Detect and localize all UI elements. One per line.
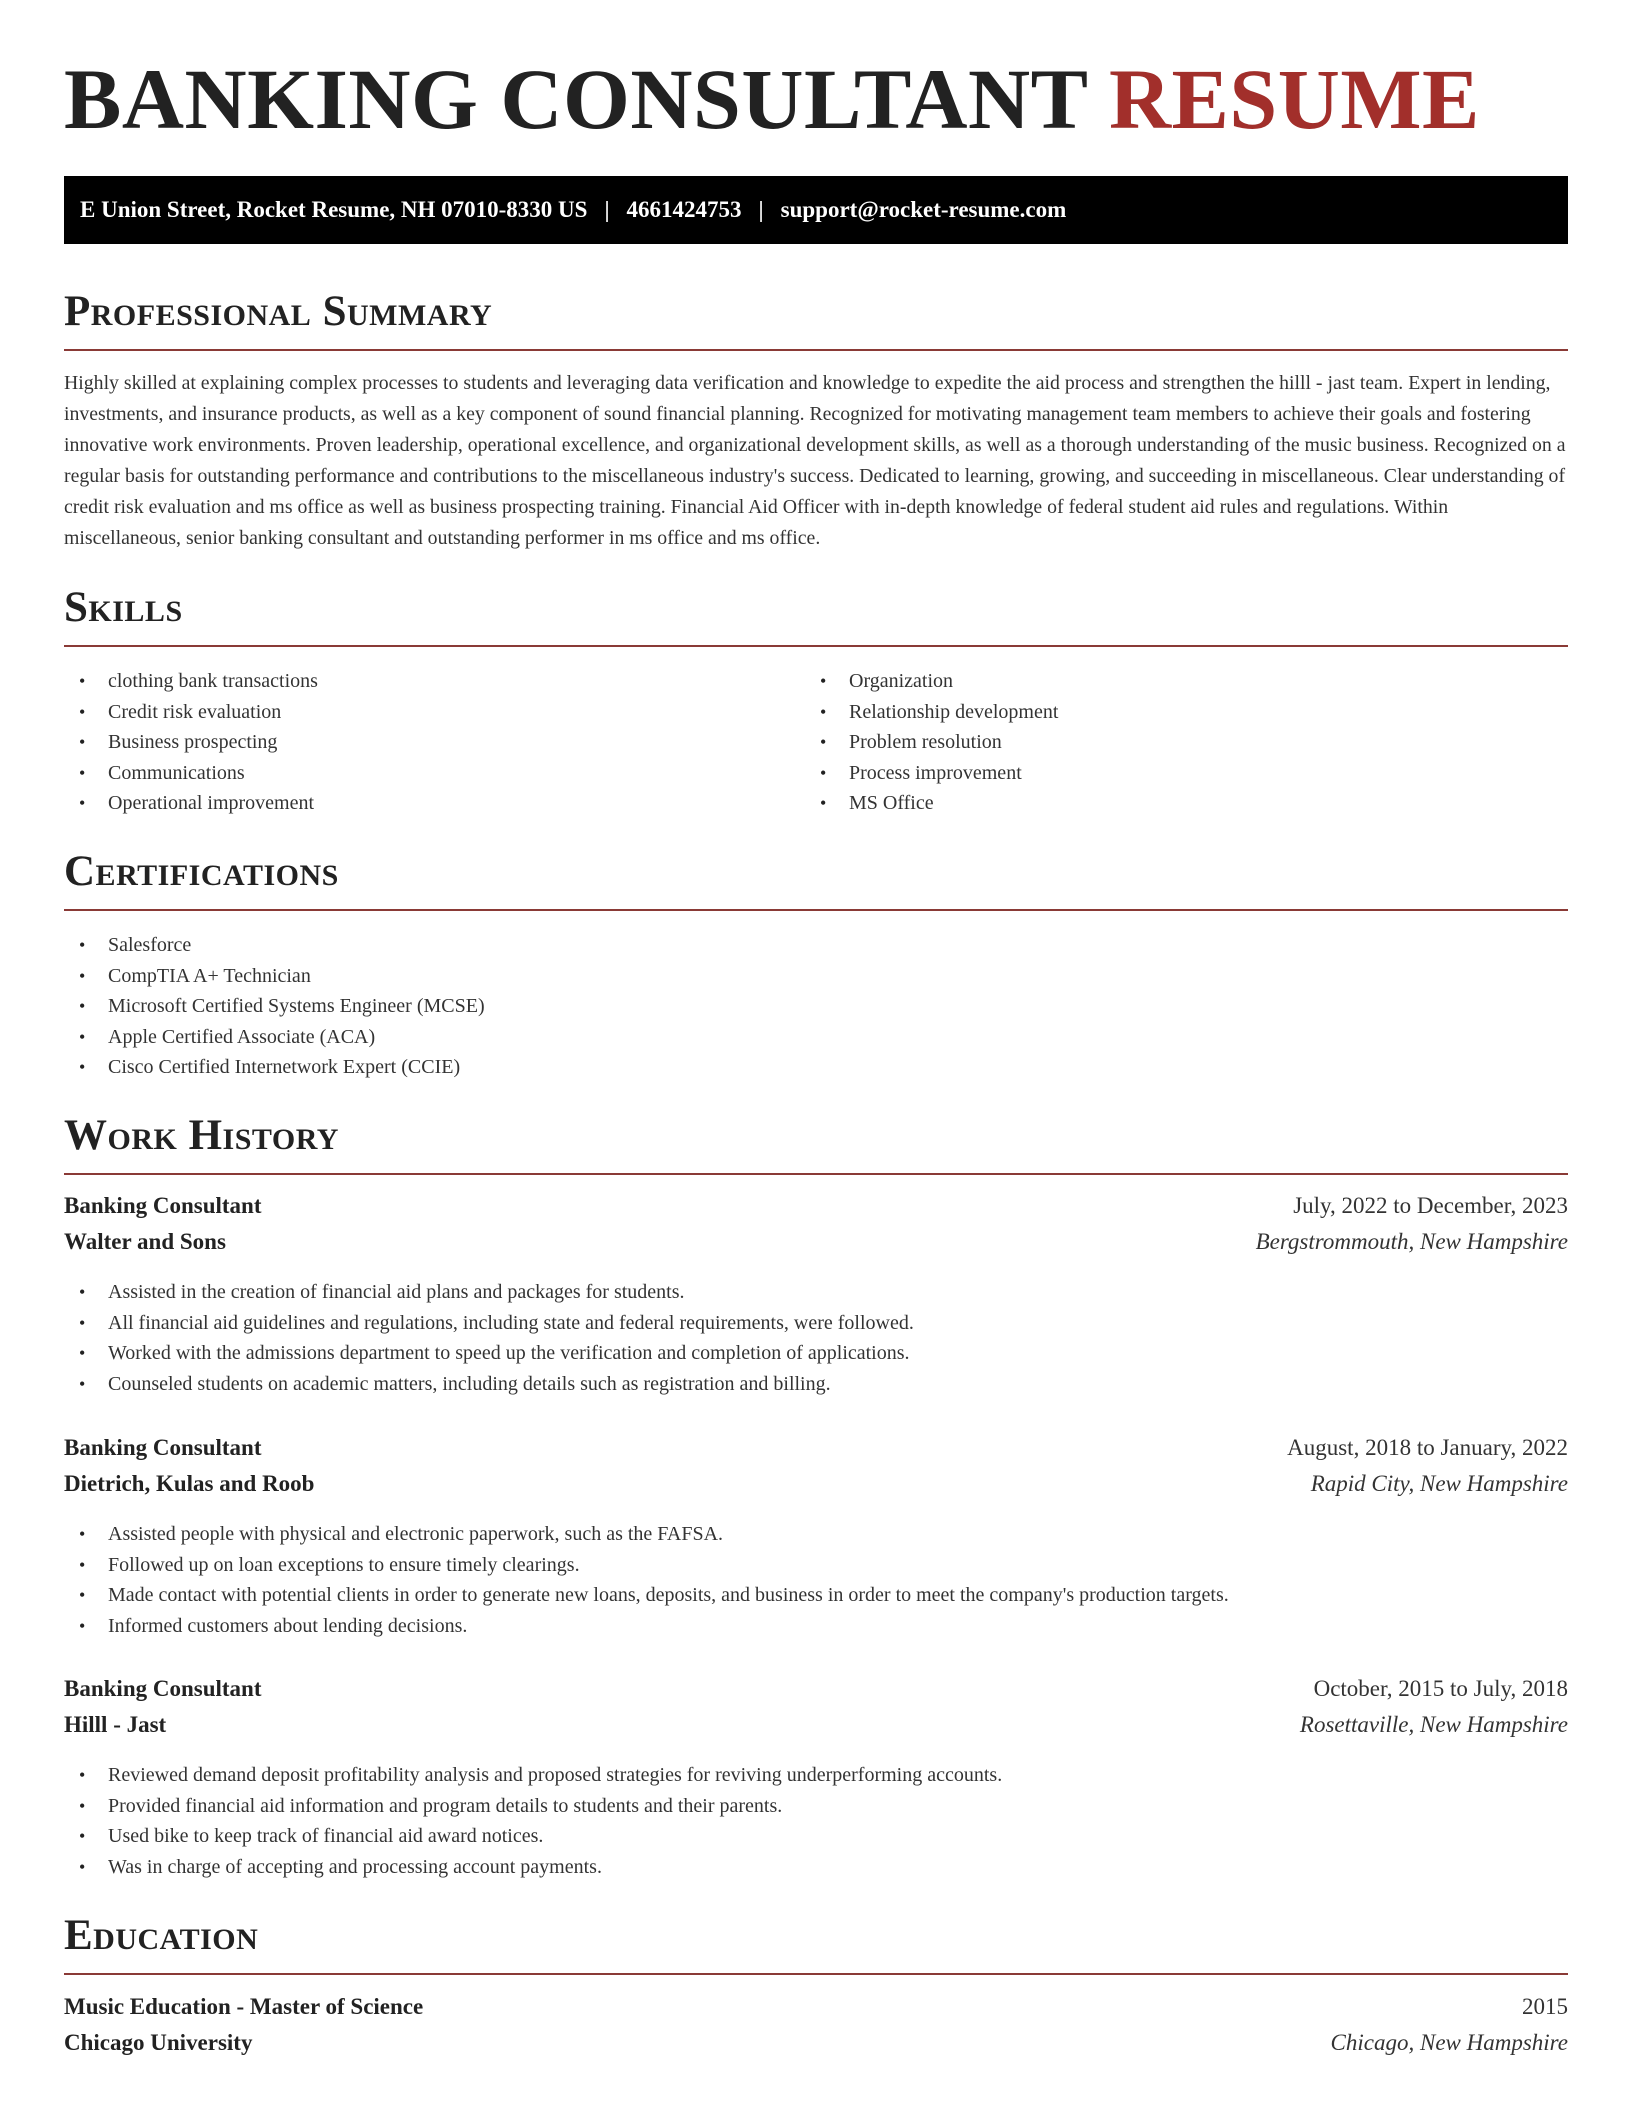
education-year: 2015 — [1522, 1994, 1568, 2019]
certification-item: • Salesforce — [64, 930, 1568, 961]
contact-address: E Union Street, Rocket Resume, NH 07010-8330 US — [80, 197, 588, 222]
job-location: Rosettaville, New Hampshire — [1299, 1712, 1568, 1737]
skill-item: • Operational improvement — [64, 788, 784, 819]
job-entry — [64, 1676, 1568, 1882]
job-bullet: • Worked with the admissions department to speed up the verification and completion of applications. — [64, 1338, 1568, 1369]
skill-item: • Relationship development — [805, 697, 1525, 728]
job-bullets — [64, 1277, 1568, 1399]
skill-item: • Business prospecting — [64, 727, 784, 758]
job-title: Banking Consultant — [64, 1435, 262, 1460]
education-entry — [64, 1994, 1568, 2066]
certification-item: • Microsoft Certified Systems Engineer (MCSE) — [64, 991, 1568, 1022]
job-bullet: • Used bike to keep track of financial aid award notices. — [64, 1821, 1568, 1852]
contact-separator: | — [604, 197, 610, 222]
skill-item: • Communications — [64, 758, 784, 789]
job-dates: October, 2015 to July, 2018 — [1313, 1676, 1568, 1701]
skill-item: • Problem resolution — [805, 727, 1525, 758]
title-main: BANKING CONSULTANT — [64, 51, 1087, 147]
job-bullet: • Assisted in the creation of financial aid plans and packages for students. — [64, 1277, 1568, 1308]
certification-item: • CompTIA A+ Technician — [64, 961, 1568, 992]
skill-item: • MS Office — [805, 788, 1525, 819]
certifications-heading: Certifications — [64, 850, 1568, 911]
job-dates: July, 2022 to December, 2023 — [1293, 1193, 1568, 1218]
summary-heading: Professional Summary — [64, 290, 1568, 351]
skills-list-right — [805, 666, 1525, 819]
certifications-list — [64, 930, 1568, 1083]
certification-item: • Apple Certified Associate (ACA) — [64, 1022, 1568, 1053]
job-entry — [64, 1435, 1568, 1641]
job-bullet: • Informed customers about lending decisions. — [64, 1611, 1568, 1642]
contact-bar — [64, 176, 1568, 244]
resume-title — [64, 52, 1480, 147]
education-degree: Music Education - Master of Science — [64, 1994, 424, 2019]
skill-item: • Process improvement — [805, 758, 1525, 789]
job-dates: August, 2018 to January, 2022 — [1287, 1435, 1568, 1460]
job-location: Rapid City, New Hampshire — [1310, 1471, 1568, 1496]
job-company: Walter and Sons — [64, 1229, 226, 1254]
job-company: Hilll - Jast — [64, 1712, 167, 1737]
skills-list-left — [64, 666, 784, 819]
job-bullet: • Assisted people with physical and electronic paperwork, such as the FAFSA. — [64, 1519, 1568, 1550]
summary-text: Highly skilled at explaining complex processes to students and leveraging data verification and knowledge to expedite the aid process and strengthen the hilll - jast team. Expert in lending, investments, and insurance products, as well as a key component of sound financial planning. Recognized for motivating management team members to achieve their goals and fostering innovative work environments. Proven leadership, operational excellence, and organizational development skills, as well as a thorough understanding of the music business. Recognized on a regular basis for outstanding performance and contributions to the miscellaneous industry's success. Dedicated to learning, growing, and succeeding in miscellaneous. Clear understanding of credit risk evaluation and ms office as well as business prospecting training. Financial Aid Officer with in-depth knowledge of federal student aid rules and regulations. Within miscellaneous, senior banking consultant and outstanding performer in ms office and ms office. — [64, 372, 1566, 549]
job-bullet: • Reviewed demand deposit profitability analysis and proposed strategies for reviving underperforming accounts. — [64, 1760, 1568, 1791]
job-bullet: • Counseled students on academic matters, including details such as registration and billing. — [64, 1369, 1568, 1400]
job-bullets — [64, 1519, 1568, 1641]
job-bullet: • Was in charge of accepting and processing account payments. — [64, 1852, 1568, 1883]
skill-item: • Organization — [805, 666, 1525, 697]
education-heading: Education — [64, 1914, 1568, 1975]
education-location: Chicago, New Hampshire — [1330, 2030, 1568, 2055]
job-location: Bergstrommouth, New Hampshire — [1255, 1229, 1568, 1254]
job-bullet: • Made contact with potential clients in order to generate new loans, deposits, and business in order to meet the company's production targets. — [64, 1580, 1568, 1611]
skills-heading: Skills — [64, 586, 1568, 647]
work-history-heading: Work History — [64, 1114, 1568, 1175]
job-bullet: • Followed up on loan exceptions to ensure timely clearings. — [64, 1550, 1568, 1581]
contact-separator: | — [758, 197, 764, 222]
job-company: Dietrich, Kulas and Roob — [64, 1471, 315, 1496]
job-bullet: • Provided financial aid information and program details to students and their parents. — [64, 1791, 1568, 1822]
job-entry — [64, 1193, 1568, 1399]
title-accent: RESUME — [1108, 51, 1480, 147]
job-bullet: • All financial aid guidelines and regulations, including state and federal requirements, were followed. — [64, 1308, 1568, 1339]
contact-phone[interactable]: 4661424753 — [626, 197, 742, 222]
skill-item: • clothing bank transactions — [64, 666, 784, 697]
job-bullets — [64, 1760, 1568, 1882]
job-title: Banking Consultant — [64, 1193, 262, 1218]
contact-email[interactable]: support@rocket-resume.com — [780, 197, 1067, 222]
education-school: Chicago University — [64, 2030, 253, 2055]
certification-item: • Cisco Certified Internetwork Expert (CCIE) — [64, 1052, 1568, 1083]
job-title: Banking Consultant — [64, 1676, 262, 1701]
skill-item: • Credit risk evaluation — [64, 697, 784, 728]
